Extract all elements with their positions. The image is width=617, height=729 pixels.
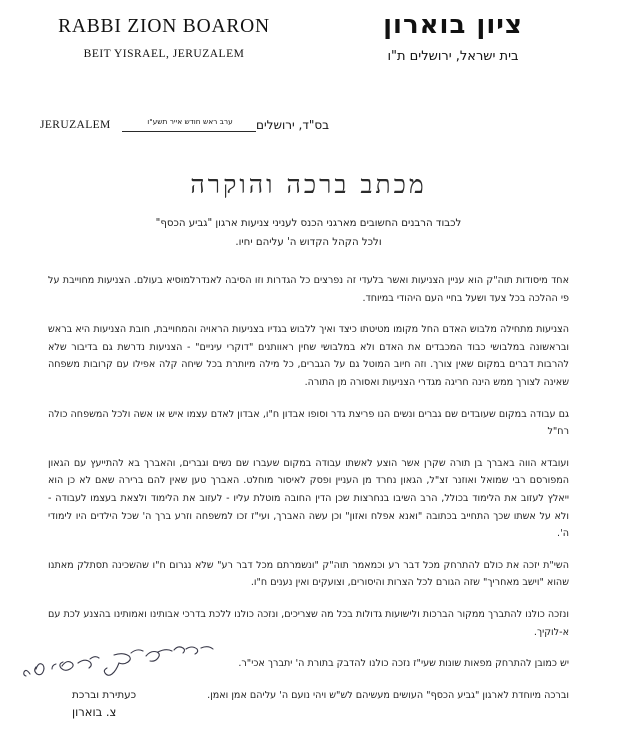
letterhead-hebrew [313,10,593,64]
body-paragraph: יש כמובן להתרחק מפאות שונות שעי"ז נזכה כולנו להדבק בתורת ה' יתברך אכי"ר. [238,658,569,670]
signature-closing: כעתירת וברכת [72,689,137,701]
signature-name: צ. בוארון [72,705,117,719]
body-paragraph: ועובדא הווה באברך בן תורה שקרן אשר הוצע לאשתו עבודה במקום שעברו שם נשים וגברים, והאברך בא להתייעץ עם הגאון המפורסם רבי שמואל ואוזנר זצ"ל, הגאון נחרד מן העניין ופסק לאיסור מוחלט. האברך טען שאין להם ברירה שאם לא כן הוא ייאלץ לעזוב את הלימוד בכולל, הרב השיבו בנחרצות שכן הדין החובה מוטלת עליו - לעזוב את הלימוד ולצאת בעצמו לעבודה - ולא על אשתו שכך התחייב בכתובה "ואנא אפלח ואזון" וכן עשה האברך, ועי"ז זכו למשפחה וזרע ברך ה' שכל הילדים היו לימודי ה'. [48,457,569,540]
rabbi-location-english: BEIT YISRAEL, JERUZALEM [83,48,245,60]
dateline-date-hebrew: ערב ראש חודש אייר תשע"ו [147,117,233,126]
body-paragraph: אחד מיסודות תוה"ק הוא עניין הצניעות ואשר בלעדי זה נפרצים כל הגדרות וזו הסיבה לאנדרלמוסיא בעולם. הצניעות מחוייבת על פי ההלכה בכל צעד ושעל בחיי העם היהודי במיוחד. [48,275,569,304]
letter-body [48,272,569,704]
body-paragraph: וברכה מיוחדת לארגון "גביע הכסף" העושים מעשיהם לש"ש ויהי נועם ה' עליהם אמן ואמן. [207,689,569,701]
rabbi-location-hebrew: בית ישראל, ירושלים ת"ו [387,49,519,64]
salutation-line-2: ולכל הקהל הקדוש ה' עליהם יחיו. [235,237,382,248]
page-title: מכתב ברכה והוקרה [190,170,427,199]
body-paragraph: הצניעות מתחילה מלבוש האדם החל מקומו מטיטתו כיצד ואיך ללבוש בגדיו בצניעות הראויה והמחוייבת, חובת הצניעות היא בראש ובראשונה במלבושי כבוד המכבדים את האדם ולא במלבושי שחין ראוותנים "דוקרי עיניים" - הצניעות נדרשת גם בדיבור שלא להרבות דברים במקום שאין צורך. וזה חיוב המוטל גם על הגברים, כל מילה מיותרת בכל שיחה קלה אפילו עם קרובות משפחה שאינה לצורך ממש הינה חריגה מגדרי הצניעות ואסורה מן התורה. [48,324,569,388]
body-paragraph: ונזכה כולנו להתברך ממקור הברכות ולישועות גדולות בכל מה שצריכים, ונזכה כולנו ללכת בדרכי אבותינו ואמותינו בהצנע לכת עם א-לוקיך. [48,608,569,638]
letterhead [0,8,617,80]
rabbi-name-hebrew: ציון בוארון [383,10,523,40]
rabbi-name-english: RABBI ZION BOARON [58,16,270,37]
letterhead-english [24,16,304,60]
salutation [48,214,569,252]
signature-area [0,644,617,729]
handwritten-signature-icon [18,644,228,678]
body-paragraph: השי"ת יזכה את כולם להתרחק מכל דבר רע וכמאמר תוה"ק "ונשמרתם מכל דבר רע" שלא נגרום ח"ו שהשכינה תסתלק מאתנו שהוא "וישב מאחריך" שזה הגורם לכל הצרות והיסורים, וצועקים ואין נענים ח"ו. [48,559,569,589]
salutation-line-1: לכבוד הרבנים החשובים מארגני הכנס לעניני צניעות ארגון "גביע הכסף" [155,218,462,229]
dateline-bsd-location: בס"ד, ירושלים [256,118,330,132]
dateline [0,117,617,139]
dateline-city-english: JERUZALEM [40,119,111,131]
dateline-rule [122,131,256,132]
body-paragraph: גם עבודה במקום שעובדים שם גברים ונשים הנו פריצת גדר וסופו אבדון ח"ו, אבדון לאדם עצמו איש או אשה ולכל המשפחה כולה רח"ל [48,408,569,438]
